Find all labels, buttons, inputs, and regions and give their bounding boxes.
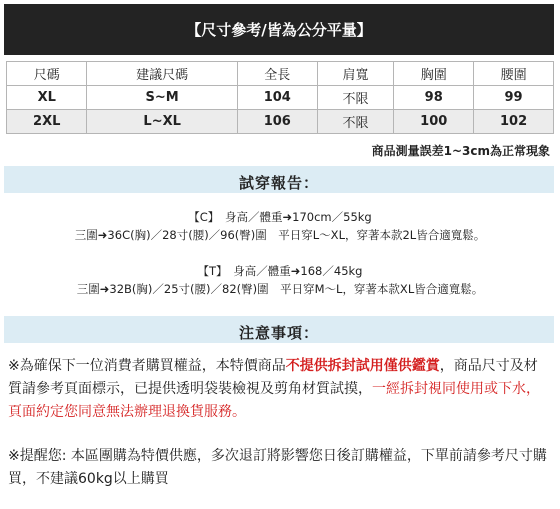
table-cell: 不限 <box>317 110 394 134</box>
table-cell: 104 <box>237 86 317 110</box>
try-on-section-bar <box>4 166 554 193</box>
table-cell: 102 <box>474 110 554 134</box>
report-line: 三圍➜36C(胸)／28寸(腰)／96(臀)圍 平日穿L～XL，穿著本款2L皆合適寬鬆。 <box>74 228 486 242</box>
notice-text: ，商品尺寸及材質請參考頁面標示，已提供透明袋裝檢視及剪角材質試摸， <box>8 358 538 397</box>
measure-note: 商品測量誤差1~3cm為正常現象 <box>371 144 550 158</box>
try-on-report-c <box>0 208 560 244</box>
table-cell: 不限 <box>317 86 394 110</box>
section-title: 注意事項： <box>238 324 319 342</box>
table-cell: S~M <box>87 86 237 110</box>
notice-highlight: 不提供拆封試用僅供鑑賞 <box>285 358 440 374</box>
try-on-report-t <box>0 262 560 298</box>
notice-section-bar <box>4 316 554 343</box>
table-header-row <box>7 62 554 86</box>
table-cell: 106 <box>237 110 317 134</box>
page-title: 【尺寸參考/皆為公分平量】 <box>186 21 372 39</box>
size-table <box>6 61 554 134</box>
column-header: 肩寬 <box>317 62 394 86</box>
report-line: 三圍➜32B(胸)／25寸(腰)／82(臀)圍 平日穿M～L，穿著本款XL皆合適寬鬆。 <box>76 282 484 296</box>
table-cell: L~XL <box>87 110 237 134</box>
table-cell: 2XL <box>7 110 87 134</box>
column-header: 腰圍 <box>474 62 554 86</box>
notice-text: ※為確保下一位消費者購買權益，本特價商品 <box>8 358 286 374</box>
table-cell: 100 <box>394 110 474 134</box>
notice-paragraph-2: ※提醒您: 本區團購為特價供應，多次退訂將影響您日後訂購權益，下單前請參考尺寸購買，不建議60kg以上購買 <box>8 448 547 487</box>
report-line: 【C】 身高／體重➜170cm／55kg <box>188 210 372 224</box>
column-header: 尺碼 <box>7 62 87 86</box>
report-line: 【T】 身高／體重➜168／45kg <box>197 264 363 278</box>
column-header: 胸圍 <box>394 62 474 86</box>
column-header: 建議尺碼 <box>87 62 237 86</box>
table-cell: 99 <box>474 86 554 110</box>
table-row <box>7 110 554 134</box>
table-cell: XL <box>7 86 87 110</box>
notice-paragraph-1 <box>8 355 548 424</box>
header-bar <box>4 4 554 55</box>
section-title: 試穿報告： <box>238 174 319 192</box>
table-cell: 98 <box>394 86 474 110</box>
column-header: 全長 <box>237 62 317 86</box>
notice-warning: 一經拆封視同使用或下水，頁面約定您同意無法辦理退換貨服務。 <box>8 381 540 420</box>
table-row <box>7 86 554 110</box>
